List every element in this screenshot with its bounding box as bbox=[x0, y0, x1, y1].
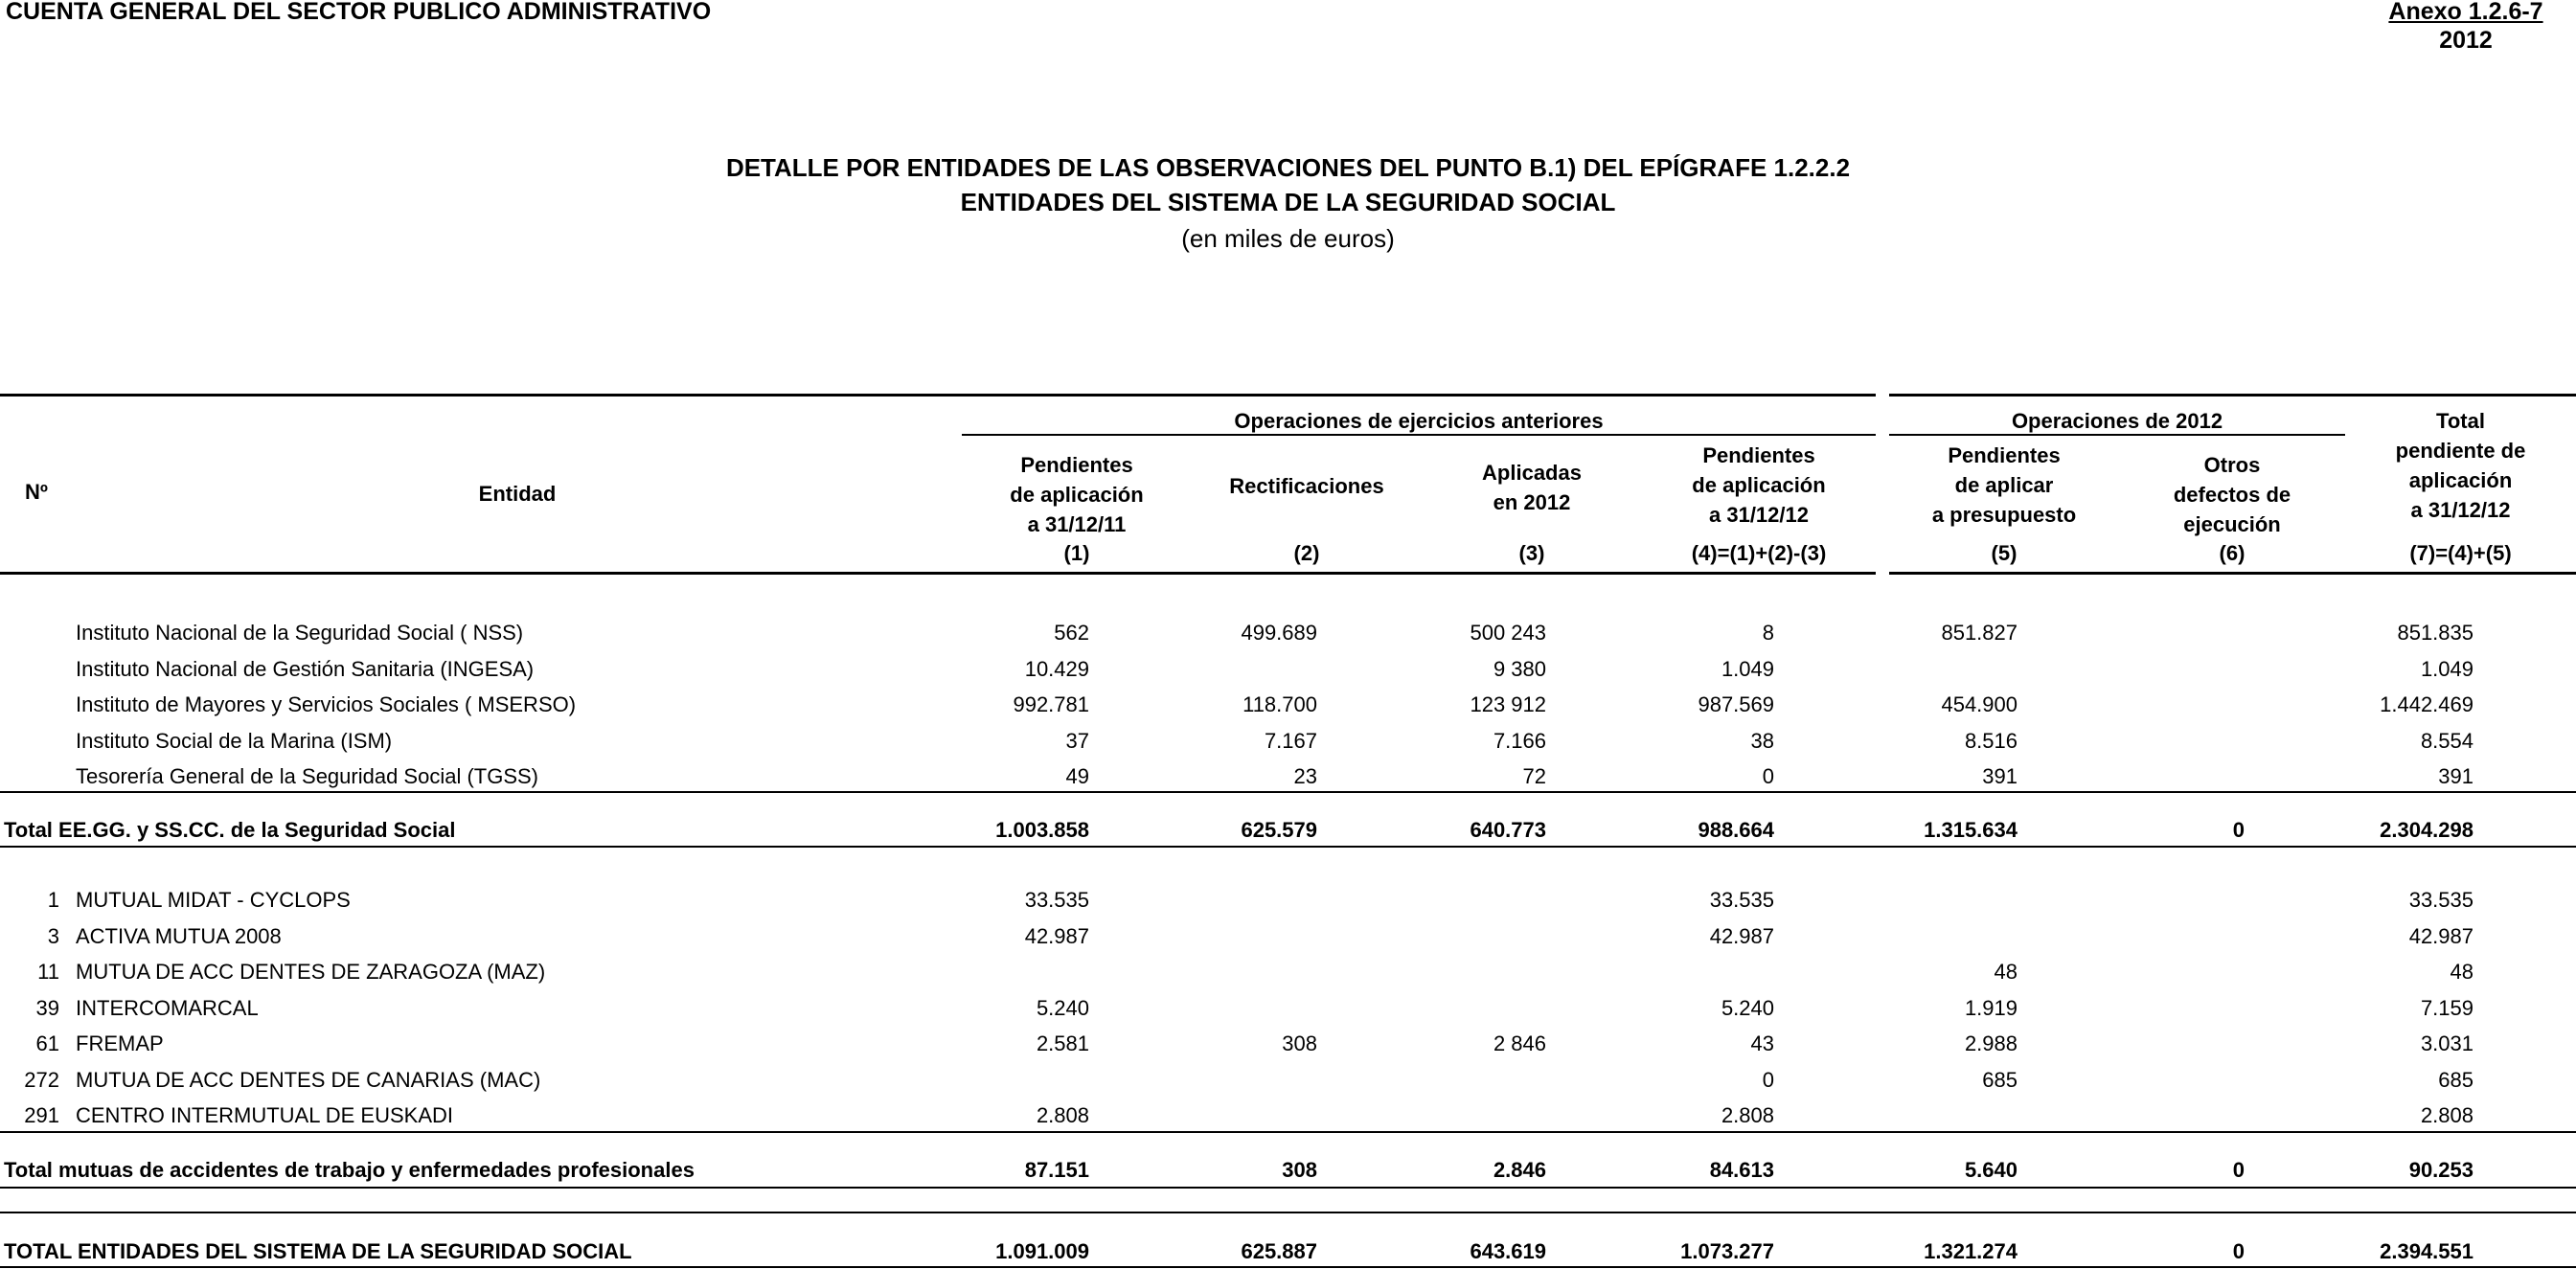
col-header-6-line1: Otros bbox=[2203, 453, 2261, 477]
mutua-row-1-value-col7: 33.535 bbox=[2408, 888, 2473, 912]
entity-row-2-value-col4: 1.049 bbox=[1721, 656, 1774, 681]
entity-row-2-value-col3: 9 380 bbox=[1493, 656, 1546, 681]
entity-row-4-value-col7: 8.554 bbox=[2420, 728, 2473, 753]
grand-total-value-col1: 1.091.009 bbox=[995, 1239, 1089, 1263]
col-header-7 bbox=[2345, 406, 2576, 525]
mutua-row-6-entidad: MUTUA DE ACC DENTES DE CANARIAS (MAC) bbox=[76, 1067, 541, 1092]
mutua-row-2-entidad: ACTIVA MUTUA 2008 bbox=[76, 923, 282, 948]
mutua-row-2-value-col7: 42.987 bbox=[2408, 923, 2473, 948]
mutua-row-3-value-col7: 48 bbox=[2450, 960, 2473, 984]
col-header-7-line1: Total bbox=[2436, 409, 2485, 433]
grand-total-value-col4: 1.073.277 bbox=[1680, 1239, 1774, 1263]
entity-row-4-value-col2: 7.167 bbox=[1264, 728, 1317, 753]
group-header-prev-years: Operaciones de ejercicios anteriores bbox=[1234, 409, 1604, 433]
mutua-row-7-value-col4: 2.808 bbox=[1721, 1103, 1774, 1127]
report-title: DETALLE POR ENTIDADES DE LAS OBSERVACIONES DEL PUNTO B.1) DEL EPÍGRAFE 1.2.2.2 bbox=[725, 153, 1851, 182]
col-header-3 bbox=[1422, 458, 1642, 517]
entity-row-1-value-col2: 499.689 bbox=[1241, 621, 1317, 645]
col-header-3-line2: en 2012 bbox=[1493, 490, 1571, 514]
mutua-row-3-entidad: MUTUA DE ACC DENTES DE ZARAGOZA (MAZ) bbox=[76, 960, 546, 984]
entity-row-5-value-col4: 0 bbox=[1762, 764, 1774, 788]
total1-top-rule bbox=[0, 791, 2576, 793]
mutua-row-2-no: 3 bbox=[47, 923, 59, 948]
grand-total-bottom-rule bbox=[0, 1266, 2576, 1268]
mutua-row-1-no: 1 bbox=[47, 888, 59, 912]
document-org-title: CUENTA GENERAL DEL SECTOR PUBLICO ADMINISTRATIVO bbox=[6, 0, 712, 25]
col-header-1 bbox=[962, 450, 1192, 539]
mutua-row-1-value-col4: 33.535 bbox=[1709, 888, 1774, 912]
entity-row-5-value-col3: 72 bbox=[1522, 764, 1546, 788]
col-header-7-line4: a 31/12/12 bbox=[2410, 498, 2511, 522]
entity-row-3-value-col3: 123 912 bbox=[1470, 692, 1546, 716]
mutua-row-6-no: 272 bbox=[24, 1067, 59, 1092]
total1-value-col2: 625.579 bbox=[1241, 818, 1317, 842]
col-header-5-line3: a presupuesto bbox=[1931, 503, 2077, 527]
col-code-7: (7)=(4)+(5) bbox=[2409, 541, 2512, 565]
mutua-row-5-no: 61 bbox=[35, 1031, 59, 1055]
total2-top-rule bbox=[0, 1131, 2576, 1133]
header-bottom-rule-right bbox=[1889, 572, 2576, 575]
col-code-6: (6) bbox=[2219, 541, 2245, 565]
report-subtitle: ENTIDADES DEL SISTEMA DE LA SEGURIDAD SOCIAL bbox=[960, 188, 1616, 216]
entity-row-1-value-col1: 562 bbox=[1054, 621, 1089, 645]
entity-row-4-entidad: Instituto Social de la Marina (ISM) bbox=[76, 728, 393, 753]
entity-row-4-value-col3: 7.166 bbox=[1493, 728, 1546, 753]
mutua-row-1-entidad: MUTUAL MIDAT - CYCLOPS bbox=[76, 888, 351, 912]
col-header-5 bbox=[1889, 441, 2119, 530]
entity-row-4-value-col5: 8.516 bbox=[1964, 728, 2017, 753]
total1-value-col6: 0 bbox=[2232, 818, 2245, 842]
col-header-1-line3: a 31/12/11 bbox=[1027, 512, 1127, 536]
entity-row-3-entidad: Instituto de Mayores y Servicios Sociales ( MSERSO) bbox=[76, 692, 577, 716]
col-header-4 bbox=[1642, 441, 1876, 530]
total1-value-col3: 640.773 bbox=[1470, 818, 1546, 842]
mutua-row-5-value-col7: 3.031 bbox=[2420, 1031, 2473, 1055]
entity-row-5-entidad: Tesorería General de la Seguridad Social (TGSS) bbox=[76, 764, 539, 788]
mutua-row-3-value-col5: 48 bbox=[1994, 960, 2017, 984]
mutua-row-6-value-col4: 0 bbox=[1762, 1067, 1774, 1092]
grand-total-top-rule bbox=[0, 1212, 2576, 1213]
total1-value-col7: 2.304.298 bbox=[2380, 818, 2473, 842]
total2-label: Total mutuas de accidentes de trabajo y enfermedades profesionales bbox=[4, 1158, 695, 1182]
grand-total-value-col7: 2.394.551 bbox=[2380, 1239, 2473, 1263]
total2-value-col7: 90.253 bbox=[2408, 1158, 2473, 1182]
mutua-row-5-value-col2: 308 bbox=[1282, 1031, 1317, 1055]
table-top-rule-right bbox=[1889, 394, 2576, 397]
entity-row-2-entidad: Instituto Nacional de Gestión Sanitaria (INGESA) bbox=[76, 656, 535, 681]
col-header-4-line1: Pendientes bbox=[1702, 443, 1815, 467]
grand-total-value-col5: 1.321.274 bbox=[1924, 1239, 2017, 1263]
header-bottom-rule bbox=[0, 572, 1876, 575]
col-code-1: (1) bbox=[1063, 541, 1090, 565]
entity-row-3-value-col5: 454.900 bbox=[1941, 692, 2017, 716]
mutua-row-4-value-col1: 5.240 bbox=[1036, 995, 1089, 1020]
col-header-7-line3: aplicación bbox=[2408, 468, 2513, 492]
total1-value-col1: 1.003.858 bbox=[995, 818, 1089, 842]
entity-row-3-value-col7: 1.442.469 bbox=[2380, 692, 2473, 716]
col-header-entidad: Entidad bbox=[478, 482, 557, 506]
mutua-row-5-value-col5: 2.988 bbox=[1964, 1031, 2017, 1055]
total1-value-col5: 1.315.634 bbox=[1924, 818, 2017, 842]
col-header-6-line2: defectos de bbox=[2173, 483, 2291, 507]
col-header-3-line1: Aplicadas bbox=[1482, 461, 1582, 485]
col-header-6-line3: ejecución bbox=[2183, 512, 2281, 536]
total1-value-col4: 988.664 bbox=[1698, 818, 1774, 842]
total2-value-col6: 0 bbox=[2232, 1158, 2245, 1182]
total1-bottom-rule bbox=[0, 846, 2576, 848]
col-header-4-line3: a 31/12/12 bbox=[1709, 503, 1809, 527]
mutua-row-4-value-col5: 1.919 bbox=[1964, 995, 2017, 1020]
mutua-row-2-value-col4: 42.987 bbox=[1709, 923, 1774, 948]
entity-row-1-value-col5: 851.827 bbox=[1941, 621, 2017, 645]
mutua-row-2-value-col1: 42.987 bbox=[1024, 923, 1089, 948]
col-header-5-line2: de aplicar bbox=[1954, 473, 2054, 497]
report-units: (en miles de euros) bbox=[1181, 224, 1395, 253]
mutua-row-5-value-col4: 43 bbox=[1750, 1031, 1774, 1055]
annex-year: 2012 bbox=[2439, 27, 2493, 54]
col-header-2: Rectificaciones bbox=[1229, 474, 1384, 498]
entity-row-5-value-col5: 391 bbox=[1982, 764, 2017, 788]
mutua-row-5-value-col1: 2.581 bbox=[1036, 1031, 1089, 1055]
total2-bottom-rule bbox=[0, 1187, 2576, 1189]
mutua-row-7-no: 291 bbox=[24, 1103, 59, 1127]
entity-row-1-value-col4: 8 bbox=[1762, 621, 1774, 645]
mutua-row-7-value-col1: 2.808 bbox=[1036, 1103, 1089, 1127]
entity-row-4-value-col4: 38 bbox=[1750, 728, 1774, 753]
entity-row-1-entidad: Instituto Nacional de la Seguridad Social ( NSS) bbox=[76, 621, 524, 645]
col-code-5: (5) bbox=[1991, 541, 2017, 565]
group-header-2012: Operaciones de 2012 bbox=[2011, 409, 2223, 433]
grand-total-label: TOTAL ENTIDADES DEL SISTEMA DE LA SEGURIDAD SOCIAL bbox=[4, 1239, 632, 1263]
total2-value-col5: 5.640 bbox=[1964, 1158, 2017, 1182]
entity-row-3-value-col4: 987.569 bbox=[1698, 692, 1774, 716]
total2-value-col2: 308 bbox=[1282, 1158, 1317, 1182]
col-header-no: Nº bbox=[25, 480, 48, 504]
col-header-1-line1: Pendientes bbox=[1020, 453, 1133, 477]
mutua-row-7-entidad: CENTRO INTERMUTUAL DE EUSKADI bbox=[76, 1103, 454, 1127]
col-header-4-line2: de aplicación bbox=[1692, 473, 1826, 497]
total1-label: Total EE.GG. y SS.CC. de la Seguridad Social bbox=[4, 818, 456, 842]
col-header-1-line2: de aplicación bbox=[1010, 483, 1144, 507]
annex-number: Anexo 1.2.6-7 bbox=[2388, 0, 2543, 25]
mutua-row-6-value-col7: 685 bbox=[2438, 1067, 2473, 1092]
col-header-7-line2: pendiente de bbox=[2395, 439, 2526, 463]
grand-total-value-col2: 625.887 bbox=[1241, 1239, 1317, 1263]
mutua-row-7-value-col7: 2.808 bbox=[2420, 1103, 2473, 1127]
col-header-6 bbox=[2119, 450, 2345, 539]
mutua-row-4-value-col7: 7.159 bbox=[2420, 995, 2473, 1020]
entity-row-4-value-col1: 37 bbox=[1065, 728, 1089, 753]
mutua-row-3-no: 11 bbox=[37, 960, 59, 984]
entity-row-1-value-col7: 851.835 bbox=[2397, 621, 2473, 645]
entity-row-3-value-col2: 118.700 bbox=[1242, 692, 1317, 716]
grand-total-value-col3: 643.619 bbox=[1470, 1239, 1546, 1263]
table-top-rule bbox=[0, 394, 1876, 397]
total2-value-col3: 2.846 bbox=[1493, 1158, 1546, 1182]
mutua-row-1-value-col1: 33.535 bbox=[1024, 888, 1089, 912]
mutua-row-4-value-col4: 5.240 bbox=[1721, 995, 1774, 1020]
col-code-4: (4)=(1)+(2)-(3) bbox=[1691, 541, 1827, 565]
mutua-row-5-value-col3: 2 846 bbox=[1493, 1031, 1546, 1055]
total2-value-col4: 84.613 bbox=[1709, 1158, 1774, 1182]
col-code-2: (2) bbox=[1293, 541, 1320, 565]
col-header-5-line1: Pendientes bbox=[1948, 443, 2061, 467]
mutua-row-4-no: 39 bbox=[35, 995, 59, 1020]
mutua-row-5-entidad: FREMAP bbox=[76, 1031, 164, 1055]
mutua-row-6-value-col5: 685 bbox=[1982, 1067, 2017, 1092]
entity-row-5-value-col2: 23 bbox=[1293, 764, 1317, 788]
total2-value-col1: 87.151 bbox=[1024, 1158, 1089, 1182]
entity-row-2-value-col1: 10.429 bbox=[1024, 656, 1089, 681]
grand-total-value-col6: 0 bbox=[2232, 1239, 2245, 1263]
entity-row-5-value-col7: 391 bbox=[2438, 764, 2473, 788]
entity-row-1-value-col3: 500 243 bbox=[1470, 621, 1546, 645]
col-code-3: (3) bbox=[1518, 541, 1545, 565]
entity-row-5-value-col1: 49 bbox=[1065, 764, 1089, 788]
entity-row-3-value-col1: 992.781 bbox=[1013, 692, 1089, 716]
mutua-row-4-entidad: INTERCOMARCAL bbox=[76, 995, 259, 1020]
entity-row-2-value-col7: 1.049 bbox=[2420, 656, 2473, 681]
